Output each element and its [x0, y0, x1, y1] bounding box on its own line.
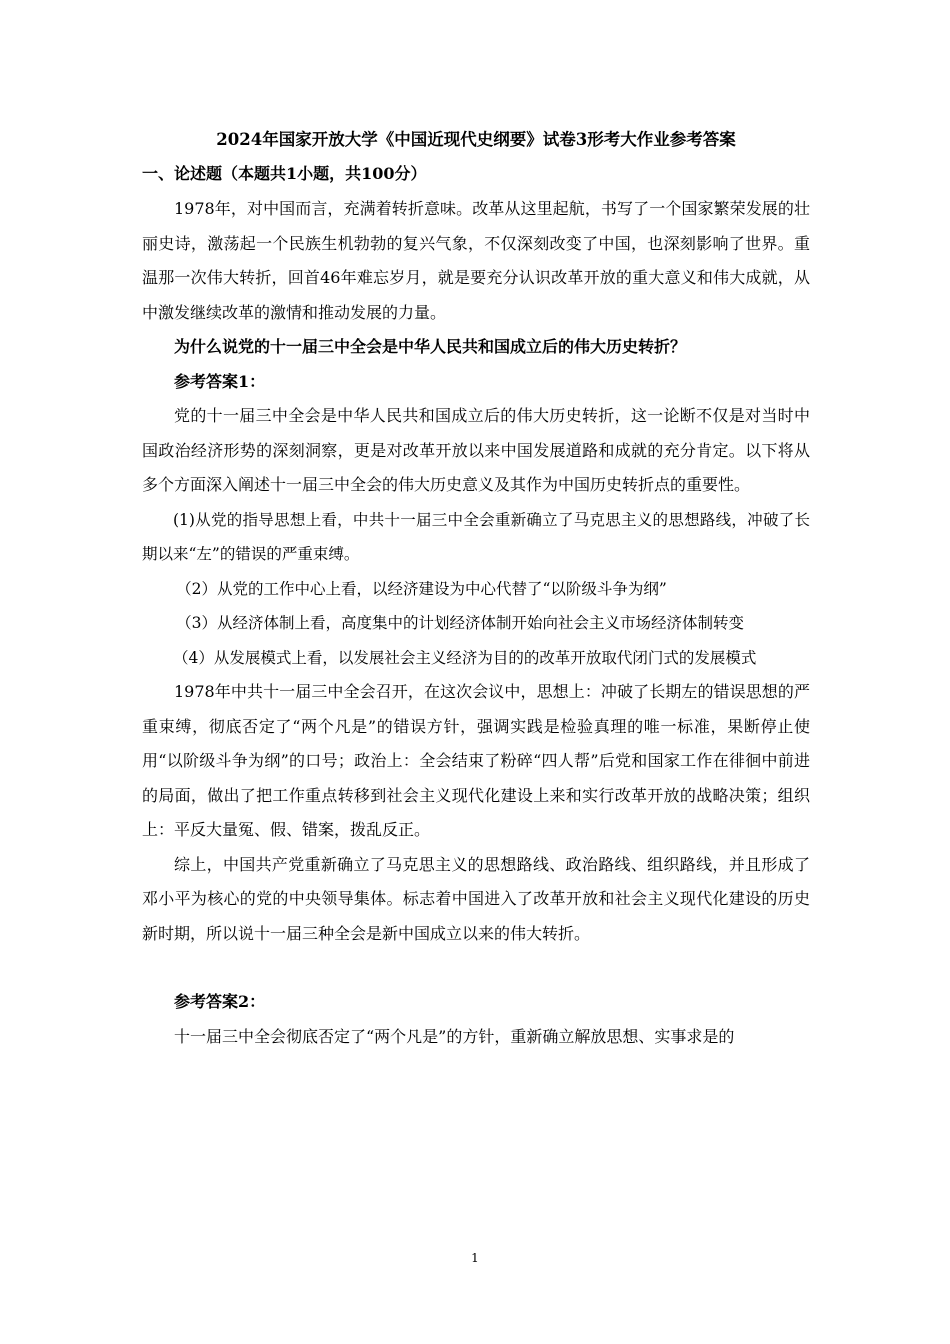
- intro-paragraph: 1978年，对中国而言，充满着转折意味。改革从这里起航，书写了一个国家繁荣发展的壮丽史诗，激荡起一个民族生机勃勃的复兴气象，不仅深刻改变了中国，也深刻影响了世界。重温那一次伟大转折，回首46年难忘岁月，就是要充分认识改革开放的重大意义和伟大成就，从中激发继续改革的激情和推动发展的力量。: [142, 199, 810, 322]
- answer1-paragraph-3: 综上，中国共产党重新确立了马克思主义的思想路线、政治路线、组织路线，并且形成了邓小平为核心的党的中央领导集体。标志着中国进入了改革开放和社会主义现代化建设的历史新时期，所以说十一届三种全会是新中国成立以来的伟大转折。: [142, 854, 810, 943]
- answer1-point-3: （3）从经济体制上看，高度集中的计划经济体制开始向社会主义市场经济体制转变: [176, 614, 744, 632]
- answer1-label: 参考答案1：: [174, 371, 266, 391]
- answer1-point-2: （2）从党的工作中心上看，以经济建设为中心代替了“以阶级斗争为纲”: [176, 579, 667, 598]
- document-title: 2024年国家开放大学《中国近现代史纲要》试卷3形考大作业参考答案: [216, 130, 736, 149]
- answer1-point-1: (1)从党的指导思想上看，中共十一届三中全会重新确立了马克思主义的思想路线，冲破了长期以来“左”的错误的严重束缚。: [142, 510, 810, 563]
- answer1-point-4: （4）从发展模式上看，以发展社会主义经济为目的的改革开放取代闭门式的发展模式: [173, 648, 757, 667]
- answer1-paragraph-1: 党的十一届三中全会是中华人民共和国成立后的伟大历史转折，这一论断不仅是对当时中国政治经济形势的深刻洞察，更是对改革开放以来中国发展道路和成就的充分肯定。以下将从多个方面深入阐述十一届三中全会的伟大历史意义及其作为中国历史转折点的重要性。: [142, 406, 810, 494]
- document-body: [142, 126, 810, 1054]
- answer2-label: 参考答案2：: [174, 992, 266, 1011]
- answer2-paragraph-1: 十一届三中全会彻底否定了“两个凡是”的方针，重新确立解放思想、实事求是的: [174, 1026, 735, 1046]
- answer1-paragraph-2: 1978年中共十一届三中全会召开，在这次会议中，思想上：冲破了长期左的错误思想的严重束缚，彻底否定了“两个凡是”的错误方针，强调实践是检验真理的唯一标准，果断停止使用“以阶级斗争为纲”的口号；政治上：全会结束了粉碎“四人帮”后党和国家工作在徘徊中前进的局面，做出了把工作重点转移到社会主义现代化建设上来和实行改革开放的战略决策；组织上：平反大量冤、假、错案，拨乱反正。: [142, 682, 810, 839]
- question-heading: 为什么说党的十一届三中全会是中华人民共和国成立后的伟大历史转折？: [174, 337, 687, 356]
- page-number: 1: [471, 1251, 479, 1265]
- section-heading: 一、论述题（本题共1小题，共100分）: [142, 164, 427, 183]
- paragraph-gap: [142, 951, 810, 985]
